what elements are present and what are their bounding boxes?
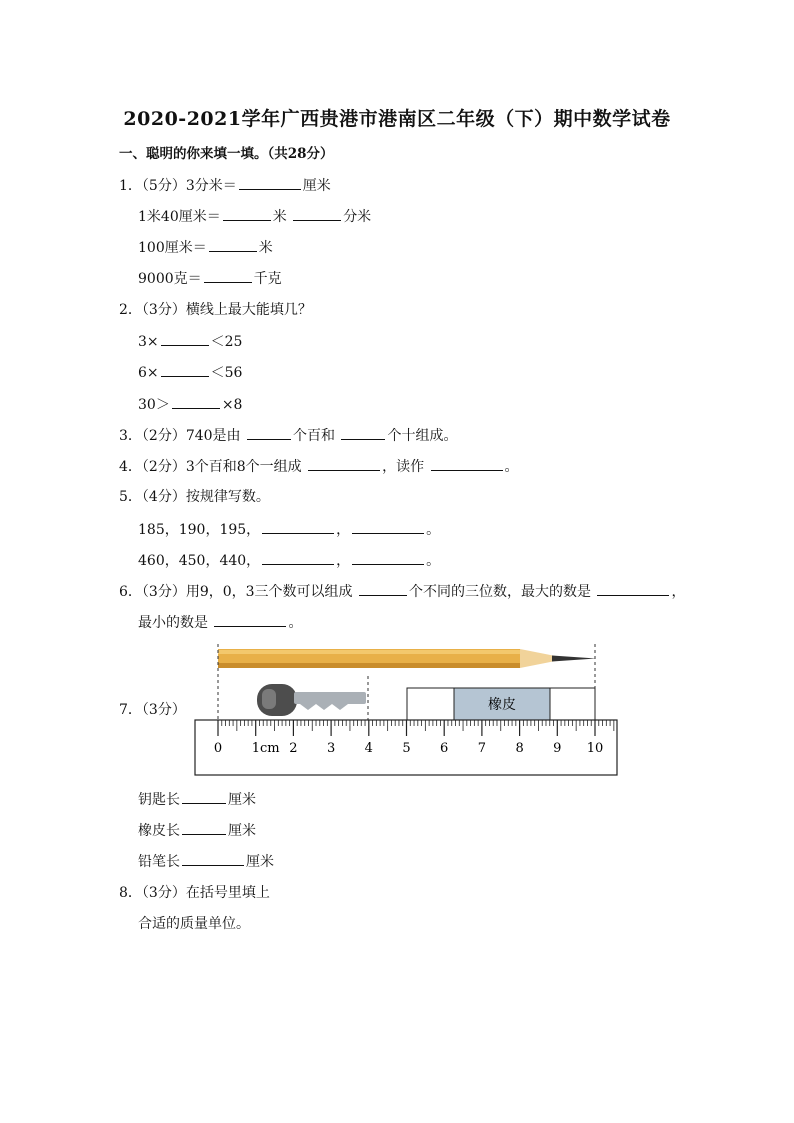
answer-blank[interactable] [223,206,271,221]
answer-blank[interactable] [182,851,244,866]
question-3 [119,425,457,446]
q5-sequence: 460，450，440， [138,553,261,569]
q4-text: 4．（2分）3个百和8个一组成 [119,459,302,475]
question-5: 5．（4分）按规律写数。 [119,489,270,505]
ruler-tick-label: 4 [364,741,373,756]
pencil-illustration [218,649,596,668]
q1-line-4 [138,268,282,289]
page-title: 2020-2021学年广西贵港市港南区二年级（下）期中数学试卷 [123,108,671,130]
ruler-tick-label: 1cm [251,741,280,756]
q7-pencil-line [138,851,274,872]
ruler-tick-label: 3 [326,741,336,756]
q5-line-2 [138,550,440,571]
q2-text: ＜56 [210,365,243,381]
answer-blank[interactable] [431,456,503,471]
q2-line-3 [138,394,242,415]
q7-text: 铅笔长 [138,854,180,870]
q7-text: 钥匙长 [138,792,180,808]
unit-text: 厘米 [302,178,331,194]
answer-blank[interactable] [182,820,226,835]
key-illustration [257,684,366,716]
answer-blank[interactable] [204,268,252,283]
answer-blank[interactable] [214,612,286,627]
ruler-tick-label: 8 [515,741,524,756]
q6-text: 最小的数是 [138,615,208,631]
q4-text: 。 [504,459,519,475]
q5-text: 。 [426,553,441,569]
question-7-label: 7．（3分） [119,702,186,718]
q2-text: 30＞ [138,397,170,413]
answer-blank[interactable] [597,581,669,596]
answer-blank[interactable] [352,519,424,534]
ruler-tick-label: 6 [440,741,449,756]
unit-text: 厘米 [246,854,274,870]
ruler-tick-label: 2 [289,741,298,756]
eraser-illustration [407,688,595,720]
q4-text: ，读作 [382,459,425,475]
unit-text: 米 [258,240,273,256]
q2-line-2 [138,362,242,383]
q6-text: 个不同的三位数，最大的数是 [409,584,591,600]
answer-blank[interactable] [209,237,257,252]
q1-text: 1米40厘米＝ [138,209,221,225]
eraser-label: 橡皮 [488,697,516,713]
unit-text: 分米 [343,209,372,225]
q7-eraser-line [138,820,256,841]
q5-text: ， [336,522,351,538]
q2-line-1 [138,331,242,352]
q3-text: 个十组成。 [387,428,458,444]
q1-text: 100厘米＝ [138,240,207,256]
answer-blank[interactable] [341,425,385,440]
q7-text: 橡皮长 [138,823,180,839]
question-4 [119,456,519,477]
answer-blank[interactable] [262,550,334,565]
ruler-figure [190,642,630,782]
q7-key-line [138,789,256,810]
q6-text: 6．（3分）用9，0，3三个数可以组成 [119,584,353,600]
section-heading: 一、聪明的你来填一填。（共28分） [119,146,334,162]
ruler-tick-label: 10 [586,741,604,756]
ruler-tick-label: 5 [402,741,411,756]
answer-blank[interactable] [182,789,226,804]
answer-blank[interactable] [262,519,334,534]
q2-text: 3× [138,334,159,350]
answer-blank[interactable] [161,331,209,346]
question-1 [119,175,331,196]
answer-blank[interactable] [239,175,301,190]
q6-line-2 [138,612,302,633]
unit-text: 厘米 [228,823,256,839]
answer-blank[interactable] [359,581,407,596]
question-2: 2．（3分）横线上最大能填几？ [119,302,312,318]
q6-text: 。 [288,615,303,631]
q5-text: ， [336,553,351,569]
q6-text: ， [671,584,686,600]
q5-sequence: 185，190，195， [138,522,261,538]
unit-text: 厘米 [228,792,256,808]
unit-text: 米 [272,209,287,225]
q3-text: 个百和 [293,428,335,444]
q1-line-3 [138,237,273,258]
q2-text: ×8 [221,397,243,413]
question-8: 8．（3分）在括号里填上 [119,885,270,901]
answer-blank[interactable] [293,206,341,221]
q1-text: 9000克＝ [138,271,202,287]
ruler-tick-label: 7 [477,741,487,756]
unit-text: 千克 [253,271,282,287]
q5-line-1 [138,519,440,540]
q1-line-2 [138,206,371,227]
q5-text: 。 [426,522,441,538]
q1-text: 1．（5分）3分米＝ [119,178,237,194]
ruler-tick-label: 0 [213,741,223,756]
answer-blank[interactable] [161,362,209,377]
answer-blank[interactable] [308,456,380,471]
answer-blank[interactable] [352,550,424,565]
q2-text: 6× [138,365,159,381]
ruler-tick-label: 9 [553,741,562,756]
q3-text: 3．（2分）740是由 [119,428,241,444]
question-6 [119,581,685,602]
answer-blank[interactable] [247,425,291,440]
answer-blank[interactable] [172,394,220,409]
q2-text: ＜25 [210,334,243,350]
q8-line-2: 合适的质量单位。 [138,916,250,932]
